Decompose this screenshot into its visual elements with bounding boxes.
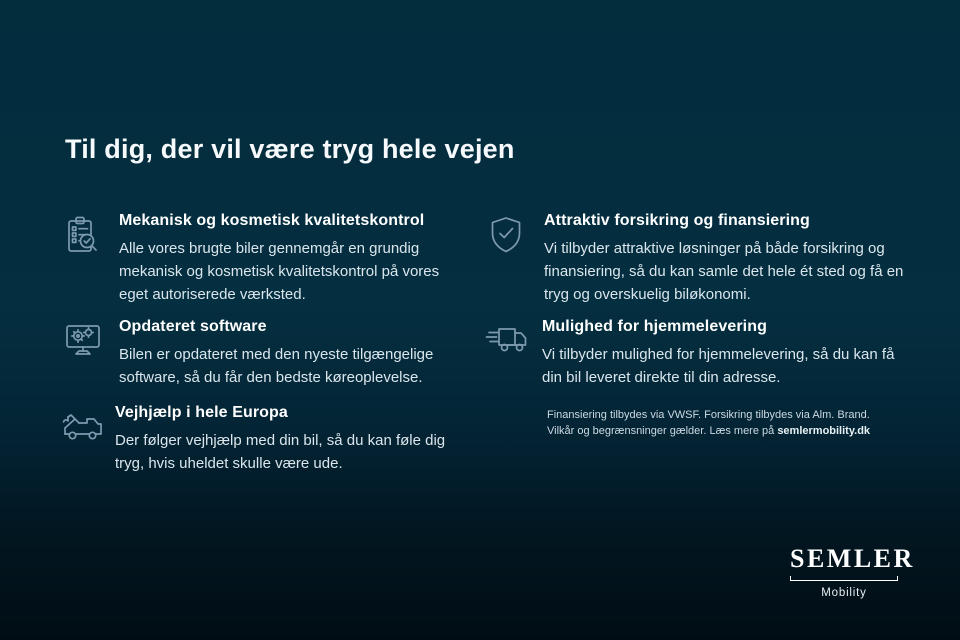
feature-title: Attraktiv forsikring og finansiering (544, 212, 810, 229)
disclaimer-site-link-text: semlermobility.dk (777, 425, 871, 437)
feature-body: Bilen er opdateret med den nyeste tilgængelige software, så du får den bedste køreoplevelse. (119, 346, 434, 386)
logo-rule (790, 576, 898, 581)
feature-text (542, 318, 910, 389)
page-title: Til dig, der vil være tryg hele vejen (65, 134, 515, 165)
logo-brand-text: SEMLER (790, 544, 915, 573)
feature-quality-control (62, 212, 462, 306)
disclaimer-line2: Vilkår og begrænsninger gælder. Læs mere på semlermobility.dk (547, 425, 871, 437)
feature-roadside-assistance (58, 404, 458, 475)
feature-text (544, 212, 912, 306)
semler-mobility-logo (790, 544, 915, 599)
feature-text (115, 404, 458, 475)
feature-updated-software (62, 318, 462, 389)
disclaimer (547, 407, 907, 439)
feature-title: Mekanisk og kosmetisk kvalitetskontrol (119, 212, 425, 229)
feature-body: Vi tilbyder mulighed for hjemmelevering, så du kan få din bil leveret direkte til din adresse. (542, 346, 895, 386)
feature-body: Der følger vejhjælp med din bil, så du kan føle dig tryg, hvis uheldet skulle være ude. (115, 432, 446, 472)
feature-insurance-financing (487, 212, 912, 306)
feature-text (119, 318, 462, 389)
feature-title: Mulighed for hjemmelevering (542, 318, 767, 335)
disclaimer-line1: Finansiering tilbydes via VWSF. Forsikring tilbydes via Alm. Brand. (547, 409, 870, 421)
delivery-truck-icon (485, 320, 527, 358)
feature-title: Opdateret software (119, 318, 267, 335)
tow-truck-icon (58, 406, 100, 446)
monitor-gears-icon (62, 320, 104, 360)
logo-sub-text: Mobility (821, 587, 867, 599)
feature-body: Alle vores brugte biler gennemgår en grundig mekanisk og kosmetisk kvalitetskontrol på vores eget autoriserede værksted. (119, 240, 440, 303)
clipboard-inspection-icon (62, 214, 104, 258)
feature-body: Vi tilbyder attraktive løsninger på både forsikring og finansiering, så du kan samle det hele ét sted og få en tryg og overskuelig biløkonomi. (544, 240, 904, 303)
shield-check-icon (487, 214, 529, 256)
feature-text (119, 212, 462, 306)
feature-title: Vejhjælp i hele Europa (115, 404, 288, 421)
feature-home-delivery (485, 318, 910, 389)
